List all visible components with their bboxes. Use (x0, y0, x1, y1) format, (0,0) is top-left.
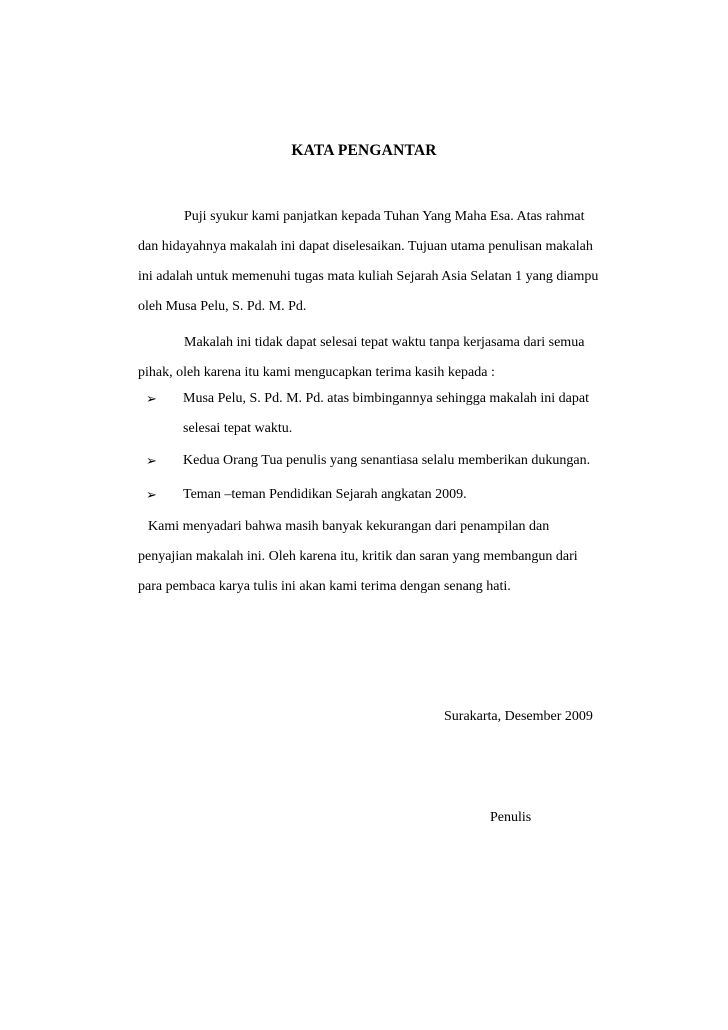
paragraph-line: para pembaca karya tulis ini akan kami terima dengan senang hati. (138, 579, 511, 594)
paragraph-line: Makalah ini tidak dapat selesai tepat waktu tanpa kerjasama dari semua (184, 335, 585, 350)
paragraph-line: penyajian makalah ini. Oleh karena itu, kritik dan saran yang membangun dari (138, 549, 578, 564)
arrow-bullet-icon: ➢ (146, 487, 157, 502)
list-item (146, 384, 626, 444)
paragraph-line: Puji syukur kami panjatkan kepada Tuhan Yang Maha Esa. Atas rahmat (184, 209, 585, 224)
paragraph-line: dan hidayahnya makalah ini dapat diselesaikan. Tujuan utama penulisan makalah (138, 239, 593, 254)
list-item (146, 446, 626, 476)
list-item-text: selesai tepat waktu. (183, 421, 293, 436)
paragraph-line: pihak, oleh karena itu kami mengucapkan terima kasih kepada : (138, 365, 495, 380)
arrow-bullet-icon: ➢ (146, 391, 157, 406)
paragraph-line: Kami menyadari bahwa masih banyak kekurangan dari penampilan dan (148, 519, 550, 534)
list-item-text: Teman –teman Pendidikan Sejarah angkatan 2009. (183, 487, 467, 502)
paragraph-thanks (138, 328, 628, 388)
paragraph-line: oleh Musa Pelu, S. Pd. M. Pd. (138, 299, 307, 314)
paragraph-line: ini adalah untuk memenuhi tugas mata kuliah Sejarah Asia Selatan 1 yang diampu (138, 269, 599, 284)
arrow-bullet-icon: ➢ (146, 453, 157, 468)
list-item (146, 480, 626, 510)
paragraph-intro (138, 202, 628, 322)
list-item-text: Musa Pelu, S. Pd. M. Pd. atas bimbingannya sehingga makalah ini dapat (183, 391, 589, 406)
place-date: Surakarta, Desember 2009 (444, 709, 593, 724)
paragraph-closing (138, 512, 628, 602)
list-item-text: Kedua Orang Tua penulis yang senantiasa selalu memberikan dukungan. (183, 453, 591, 468)
page-title: KATA PENGANTAR (291, 142, 437, 159)
signature: Penulis (490, 810, 532, 825)
